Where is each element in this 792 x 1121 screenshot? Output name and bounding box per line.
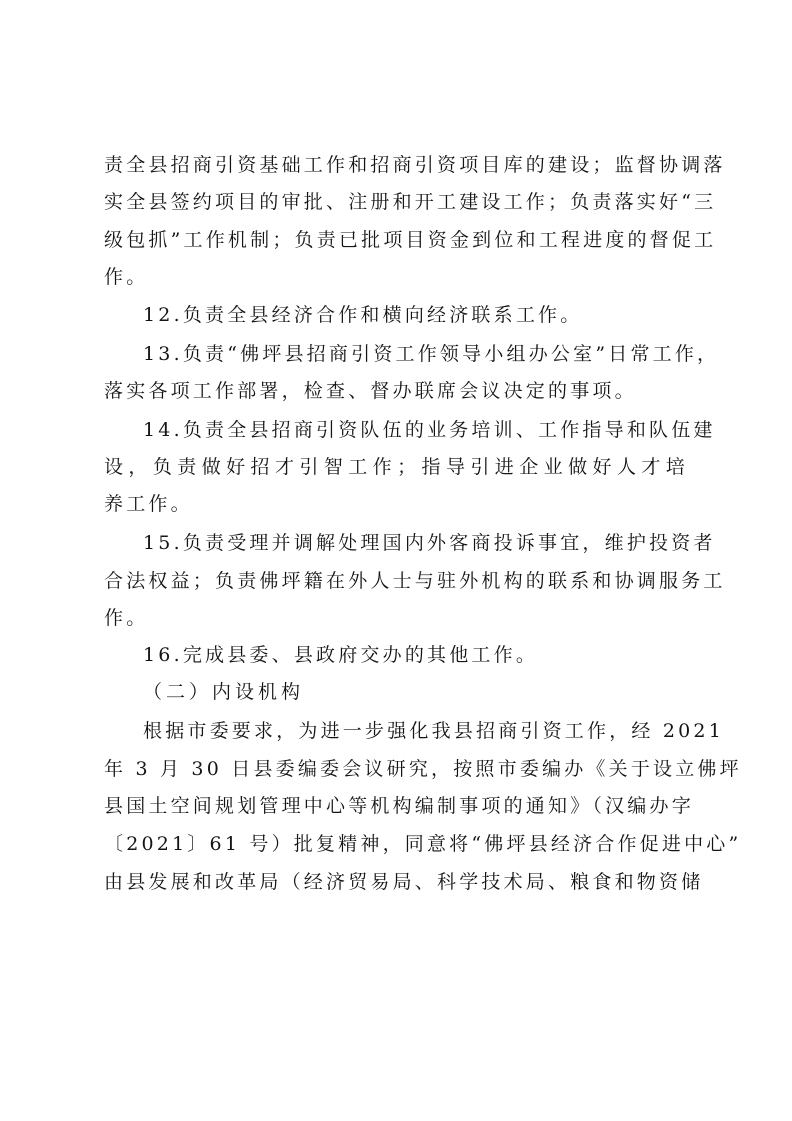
text-line: 合法权益；负责佛坪籍在外人士与驻外机构的联系和协调服务工 <box>104 570 726 592</box>
text-line: 15.负责受理并调解处理国内外客商投诉事宜，维护投资者 <box>143 532 716 554</box>
text-line: 由县发展和改革局（经济贸易局、科学技术局、粮食和物资储 <box>104 871 704 893</box>
text-line: 14.负责全县招商引资队伍的业务培训、工作指导和队伍建 <box>143 419 716 441</box>
text-line: 作。 <box>104 607 149 629</box>
text-line: 〔2021〕61 号）批复精神，同意将“佛坪县经济合作促进中心” <box>104 833 742 855</box>
text-line: 落实各项工作部署，检查、督办联席会议决定的事项。 <box>104 380 637 402</box>
text-line: 县国土空间规划管理中心等机构编制事项的通知》（汉编办字 <box>104 795 694 817</box>
section-heading: （二）内设机构 <box>143 681 305 703</box>
text-line: 年 3 月 30 日县委编委会议研究，按照市委编办《关于设立佛坪 <box>104 758 742 780</box>
text-line: 设，负责做好招才引智工作；指导引进企业做好人才培 <box>104 456 688 478</box>
text-line: 根据市委要求，为进一步强化我县招商引资工作，经 2021 <box>143 720 724 742</box>
text-line: 责全县招商引资基础工作和招商引资项目库的建设；监督协调落 <box>104 154 726 176</box>
text-line: 实全县签约项目的审批、注册和开工建设工作；负责落实好“三 <box>104 191 717 213</box>
text-line: 级包抓”工作机制；负责已批项目资金到位和工程进度的督促工 <box>104 229 717 251</box>
text-line: 12.负责全县经济合作和横向经济联系工作。 <box>143 304 583 326</box>
text-line: 13.负责“佛坪县招商引资工作领导小组办公室”日常工作， <box>143 343 720 365</box>
text-line: 作。 <box>104 266 149 288</box>
text-line: 16.完成县委、县政府交办的其他工作。 <box>143 644 539 666</box>
text-line: 养工作。 <box>104 493 193 515</box>
